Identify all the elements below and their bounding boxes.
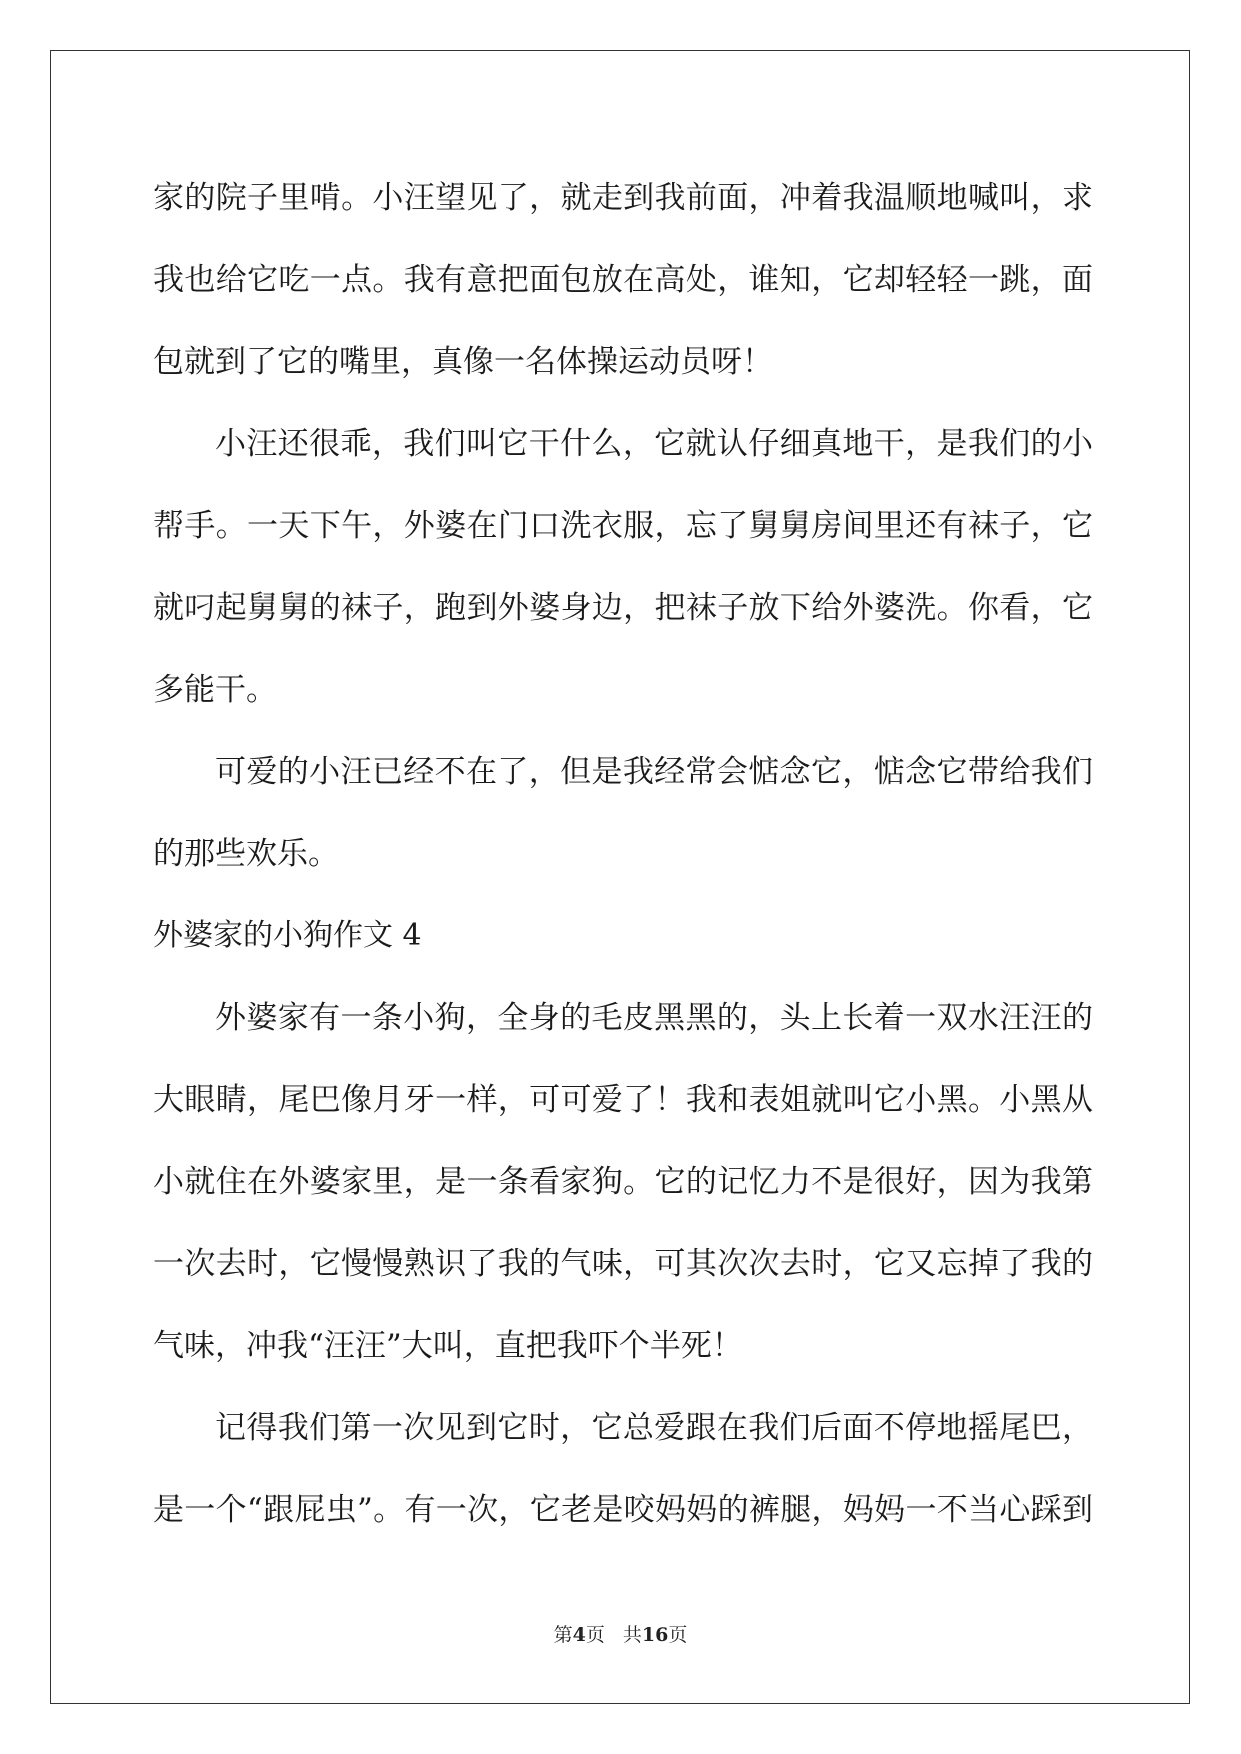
body-line: 帮手。一天下午，外婆在门口洗衣服，忘了舅舅房间里还有袜子，它 (153, 508, 1093, 544)
page-unit: 页 (585, 1624, 605, 1646)
body-line: 我也给它吃一点。我有意把面包放在高处，谁知，它却轻轻一跳，面 (153, 262, 1093, 298)
section-heading: 外婆家的小狗作文 4 (153, 918, 422, 953)
page-current: 4 (572, 1624, 586, 1646)
total-prefix: 共 (622, 1624, 642, 1646)
body-line: 大眼睛，尾巴像月牙一样，可可爱了！我和表姐就叫它小黑。小黑从 (153, 1082, 1093, 1118)
paragraph-start-line: 记得我们第一次见到它时，它总爱跟在我们后面不停地摇尾巴， (215, 1410, 1093, 1446)
body-line: 多能干。 (153, 672, 277, 708)
paragraph-start-line: 可爱的小汪已经不在了，但是我经常会惦念它，惦念它带给我们 (215, 754, 1093, 790)
page-prefix: 第 (553, 1624, 573, 1646)
total-unit: 页 (668, 1624, 688, 1646)
body-line: 家的院子里啃。小汪望见了，就走到我前面，冲着我温顺地喊叫，求 (153, 180, 1093, 216)
document-body (153, 157, 1093, 1551)
body-line: 包就到了它的嘴里，真像一名体操运动员呀！ (153, 344, 773, 380)
body-line: 小就住在外婆家里，是一条看家狗。它的记忆力不是很好，因为我第 (153, 1164, 1093, 1200)
paragraph-start-line: 小汪还很乖，我们叫它干什么，它就认仔细真地干，是我们的小 (215, 426, 1093, 462)
paragraph-start-line: 外婆家有一条小狗，全身的毛皮黑黑的，头上长着一双水汪汪的 (215, 1000, 1093, 1036)
body-line: 就叼起舅舅的袜子，跑到外婆身边，把袜子放下给外婆洗。你看，它 (153, 590, 1093, 626)
body-line: 一次去时，它慢慢熟识了我的气味，可其次次去时，它又忘掉了我的 (153, 1246, 1093, 1282)
page-total: 16 (641, 1624, 669, 1646)
body-line: 的那些欢乐。 (153, 836, 339, 872)
body-line: 是一个“跟屁虫”。有一次，它老是咬妈妈的裤腿，妈妈一不当心踩到 (153, 1492, 1093, 1528)
body-line: 气味，冲我“汪汪”大叫，直把我吓个半死！ (153, 1328, 743, 1364)
page-footer (0, 1620, 1241, 1647)
